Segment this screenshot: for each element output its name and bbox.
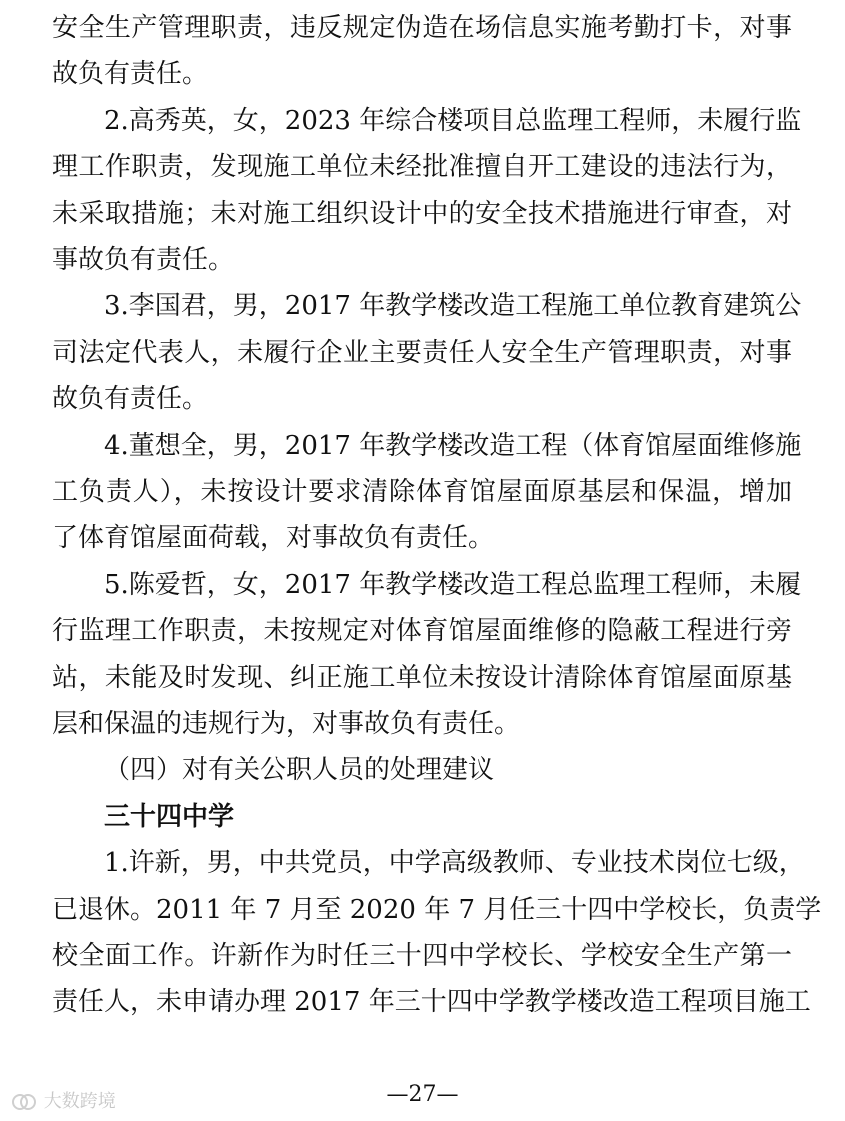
text-line: 安全生产管理职责，违反规定伪造在场信息实施考勤打卡，对事 <box>52 13 792 43</box>
text-line: 工负责人），未按设计要求清除体育馆屋面原基层和保温，增加 <box>52 477 792 507</box>
text-line: 故负有责任。 <box>52 384 209 415</box>
text-line: 未采取措施；未对施工组织设计中的安全技术措施进行审查，对 <box>52 198 792 229</box>
text-line: 司法定代表人，未履行企业主要责任人安全生产管理职责，对事 <box>52 337 792 368</box>
text-line: 了体育馆屋面荷载，对事故负有责任。 <box>52 523 495 554</box>
page-number: —27— <box>386 1082 459 1107</box>
text-line: 已退休。2011 年 7 月至 2020 年 7 月任三十四中学校长，负责学 <box>52 894 822 925</box>
text-line: 4.董想全，男，2017 年教学楼改造工程（体育馆屋面维修施 <box>104 430 802 461</box>
watermark <box>10 1090 116 1114</box>
text-line: 校全面工作。许新作为时任三十四中学校长、学校安全生产第一 <box>52 941 792 971</box>
text-line: 3.李国君，男，2017 年教学楼改造工程施工单位教育建筑公 <box>104 291 802 322</box>
text-line: （四）对有关公职人员的处理建议 <box>104 755 495 786</box>
text-line: 站，未能及时发现、纠正施工单位未按设计清除体育馆屋面原基 <box>52 662 792 693</box>
text-line: 理工作职责，发现施工单位未经批准擅自开工建设的违法行为， <box>52 152 792 183</box>
text-line: 5.陈爱哲，女，2017 年教学楼改造工程总监理工程师，未履 <box>104 569 802 600</box>
watermark-logo-icon <box>10 1092 38 1112</box>
text-line: 2.高秀英，女，2023 年综合楼项目总监理工程师，未履行监 <box>104 105 802 136</box>
text-line: 1.许新，男，中共党员，中学高级教师、专业技术岗位七级， <box>104 848 805 879</box>
section-heading: 三十四中学 <box>104 801 235 832</box>
text-line: 责任人，未申请办理 2017 年三十四中学教学楼改造工程项目施工 <box>52 987 811 1018</box>
text-line: 层和保温的违规行为，对事故负有责任。 <box>52 709 521 739</box>
watermark-text: 大数跨境 <box>43 1091 116 1112</box>
text-line: 行监理工作职责，未按规定对体育馆屋面维修的隐蔽工程进行旁 <box>52 616 792 647</box>
text-line: 事故负有责任。 <box>52 245 235 275</box>
text-line: 故负有责任。 <box>52 59 209 90</box>
